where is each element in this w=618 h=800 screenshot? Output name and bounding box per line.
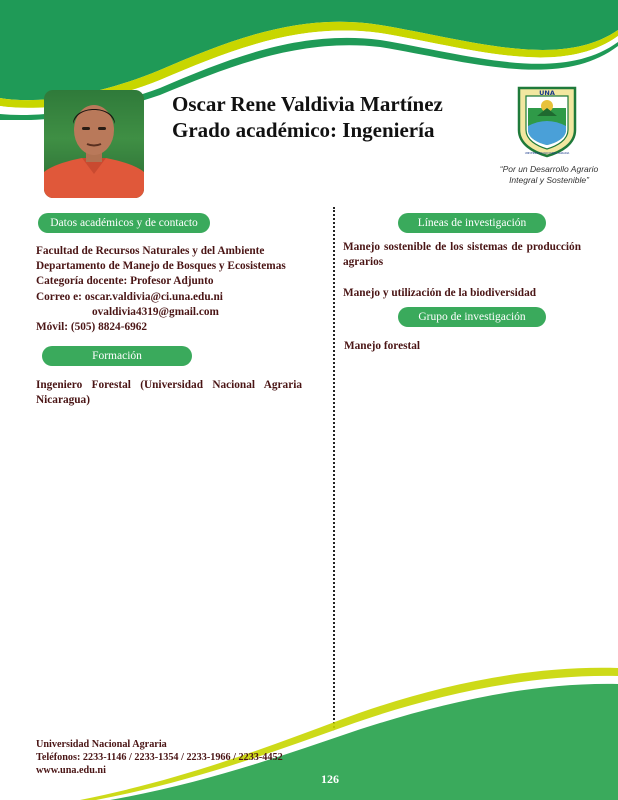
- contact-mobile: Móvil: (505) 8824-6962: [36, 321, 148, 333]
- university-motto: “Por un Desarrollo Agrario Integral y Sostenible”: [499, 164, 599, 185]
- footer-university: Universidad Nacional Agraria: [36, 739, 167, 750]
- profile-name: Oscar Rene Valdivia Martínez: [172, 92, 443, 116]
- footer-phones: Teléfonos: 2233-1146 / 2233-1354 / 2233-1966 / 2233-4452: [36, 752, 283, 763]
- research-line-item: Manejo y utilización de la biodiversidad: [343, 287, 536, 299]
- contact-category: Categoría docente: Profesor Adjunto: [36, 275, 214, 287]
- contact-email-personal: ovaldivia4319@gmail.com: [92, 306, 219, 318]
- logo-acronym: UNA: [539, 89, 555, 97]
- section-header-formation: Formación: [42, 346, 192, 366]
- section-header-research-lines: Líneas de investigación: [398, 213, 546, 233]
- page-number: 126: [321, 772, 339, 786]
- section-header-research-group: Grupo de investigación: [398, 307, 546, 327]
- contact-email-institutional: Correo e: oscar.valdivia@ci.una.edu.ni: [36, 291, 223, 303]
- academic-grade: Grado académico: Ingeniería: [172, 118, 435, 142]
- footer-contact: [36, 738, 283, 777]
- profile-photo: [44, 90, 144, 198]
- university-logo: [515, 86, 579, 158]
- formation-degree: Ingeniero Forestal (Universidad Nacional Agraria Nicaragua): [36, 379, 302, 407]
- section-header-contact: Datos académicos y de contacto: [38, 213, 210, 233]
- contact-faculty: Facultad de Recursos Naturales y del Ambiente: [36, 245, 265, 257]
- research-group-name: Manejo forestal: [344, 340, 421, 352]
- logo-ring-text: UNIVERSIDAD NACIONAL AGRARIA: [524, 152, 570, 155]
- research-line-item: Manejo sostenible de los sistemas de producción agrarios: [343, 241, 581, 269]
- contact-department: Departamento de Manejo de Bosques y Ecosistemas: [36, 260, 286, 272]
- footer-website: www.una.edu.ni: [36, 765, 106, 776]
